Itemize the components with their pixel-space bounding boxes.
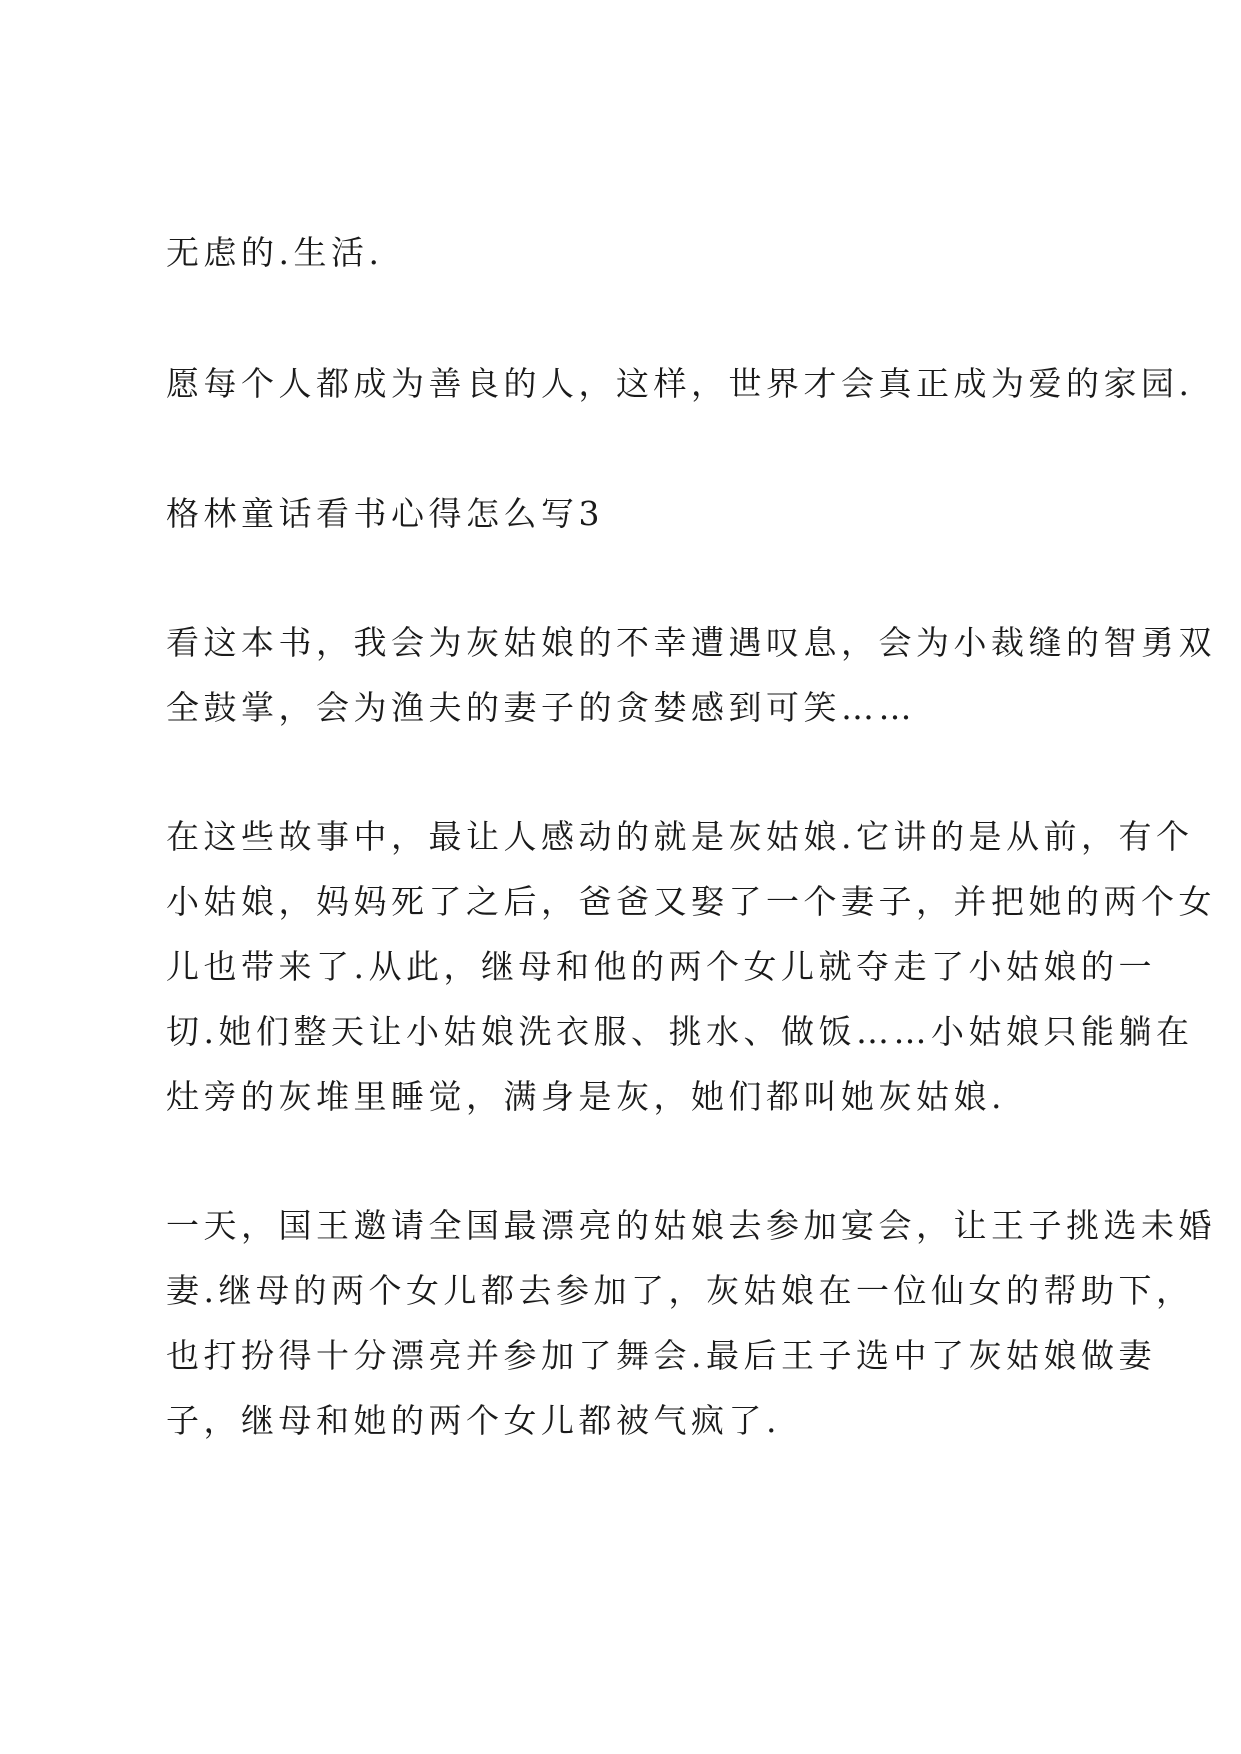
text-line: 愿每个人都成为善良的人，这样，世界才会真正成为爱的家园. bbox=[166, 364, 1194, 403]
text-line: 儿也带来了.从此，继母和他的两个女儿就夺走了小姑娘的一 bbox=[166, 947, 1156, 986]
text-line: 在这些故事中，最让人感动的就是灰姑娘.它讲的是从前，有个 bbox=[166, 817, 1194, 856]
text-line: 一天，国王邀请全国最漂亮的姑娘去参加宴会，让王子挑选未婚 bbox=[166, 1206, 1216, 1245]
text-line: 无虑的.生活. bbox=[166, 233, 384, 272]
text-line: 灶旁的灰堆里睡觉，满身是灰，她们都叫她灰姑娘. bbox=[166, 1077, 1006, 1116]
text-line: 看这本书，我会为灰姑娘的不幸遭遇叹息，会为小裁缝的智勇双 bbox=[166, 623, 1216, 662]
text-line: 切.她们整天让小姑娘洗衣服、挑水、做饭……小姑娘只能躺在 bbox=[166, 1012, 1194, 1051]
section-heading: 格林童话看书心得怎么写3 bbox=[166, 494, 604, 533]
text-line: 小姑娘，妈妈死了之后，爸爸又娶了一个妻子，并把她的两个女 bbox=[166, 882, 1216, 921]
text-line: 子，继母和她的两个女儿都被气疯了. bbox=[166, 1401, 781, 1440]
text-line: 妻.继母的两个女儿都去参加了，灰姑娘在一位仙女的帮助下， bbox=[166, 1271, 1194, 1310]
text-line: 全鼓掌，会为渔夫的妻子的贪婪感到可笑…… bbox=[166, 688, 916, 727]
text-line: 也打扮得十分漂亮并参加了舞会.最后王子选中了灰姑娘做妻 bbox=[166, 1336, 1156, 1375]
